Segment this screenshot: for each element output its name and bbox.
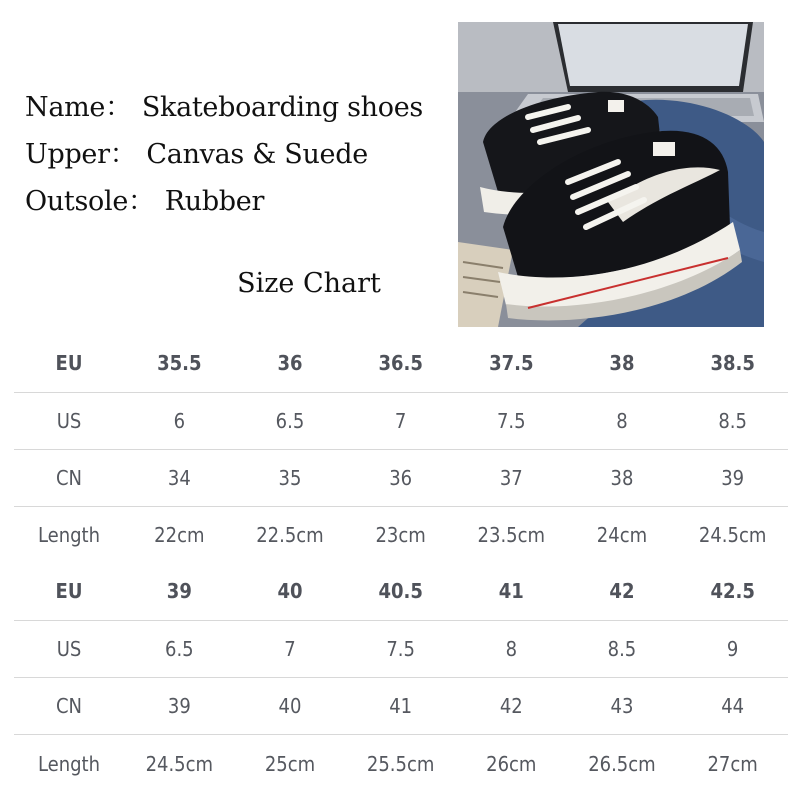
table-cell: 6: [124, 392, 235, 449]
table-cell: 38: [567, 335, 678, 392]
table-cell: 23.5cm: [477, 522, 546, 547]
table-cell: 9: [677, 620, 788, 677]
table-cell: 7.5: [456, 392, 567, 449]
table-row-us: [14, 392, 788, 449]
spec-outsole: [25, 178, 423, 225]
spec-value: Rubber: [164, 186, 265, 217]
table-row-cn: [14, 677, 788, 734]
table-cell: 34: [124, 449, 235, 506]
table-cell: 7: [235, 620, 346, 677]
table-cell: 25cm: [264, 751, 316, 776]
row-label: US: [14, 620, 124, 677]
table-cell: 44: [677, 677, 788, 734]
spec-name: [25, 84, 423, 131]
table-cell: 26cm: [486, 751, 537, 776]
table-row-length: [14, 506, 788, 563]
table-row-eu: [14, 563, 788, 620]
table-cell: 40: [235, 677, 346, 734]
table-cell: 24.5cm: [145, 751, 214, 776]
table-cell: 8: [456, 620, 567, 677]
product-specs: [25, 84, 423, 225]
table-cell: 40.5: [345, 563, 456, 620]
row-label: EU: [14, 335, 124, 392]
row-label: CN: [14, 449, 124, 506]
spec-upper: [25, 131, 423, 178]
spec-label: Upper：: [25, 139, 137, 170]
table-cell: 38.5: [677, 335, 788, 392]
table-cell: 42: [567, 563, 678, 620]
table-cell: 8.5: [677, 392, 788, 449]
spec-value: Skateboarding shoes: [141, 92, 423, 123]
table-cell: 37: [456, 449, 567, 506]
table-cell: 7: [345, 392, 456, 449]
table-cell: 38: [567, 449, 678, 506]
table-cell: 25.5cm: [366, 751, 435, 776]
table-cell: 36: [345, 449, 456, 506]
table-cell: 43: [567, 677, 678, 734]
table-row-length: [14, 734, 788, 793]
spec-label: Outsole：: [25, 186, 155, 217]
row-label: US: [14, 392, 124, 449]
row-label: Length: [37, 751, 101, 776]
table-cell: 39: [124, 677, 235, 734]
table-row-eu: [14, 335, 788, 392]
table-cell: 41: [345, 677, 456, 734]
table-cell: 6.5: [235, 392, 346, 449]
row-label: CN: [14, 677, 124, 734]
table-cell: 42.5: [677, 563, 788, 620]
table-cell: 40: [235, 563, 346, 620]
table-cell: 41: [456, 563, 567, 620]
sneakers-photo: [458, 22, 764, 327]
table-cell: 8.5: [567, 620, 678, 677]
table-cell: 27cm: [707, 751, 758, 776]
table-cell: 6.5: [124, 620, 235, 677]
table-cell: 36: [235, 335, 346, 392]
table-row-us: [14, 620, 788, 677]
table-cell: 42: [456, 677, 567, 734]
size-chart-title: Size Chart: [237, 268, 381, 299]
table-cell: 35.5: [124, 335, 235, 392]
table-cell: 22.5cm: [256, 522, 324, 547]
table-cell: 7.5: [345, 620, 456, 677]
table-cell: 26.5cm: [588, 751, 656, 776]
row-label: Length: [37, 522, 101, 547]
size-chart: [14, 335, 788, 793]
table-row-cn: [14, 449, 788, 506]
table-cell: 35: [235, 449, 346, 506]
table-cell: 37.5: [456, 335, 567, 392]
sneakers-illustration: [458, 22, 764, 327]
table-cell: 23cm: [375, 522, 426, 547]
table-cell: 24cm: [596, 522, 648, 547]
table-cell: 39: [124, 563, 235, 620]
table-cell: 24.5cm: [698, 522, 767, 547]
size-table: [14, 335, 788, 793]
table-cell: 39: [677, 449, 788, 506]
table-cell: 36.5: [345, 335, 456, 392]
spec-label: Name：: [25, 92, 132, 123]
row-label: EU: [14, 563, 124, 620]
table-cell: 22cm: [154, 522, 205, 547]
spec-value: Canvas & Suede: [146, 139, 368, 170]
table-cell: 8: [567, 392, 678, 449]
